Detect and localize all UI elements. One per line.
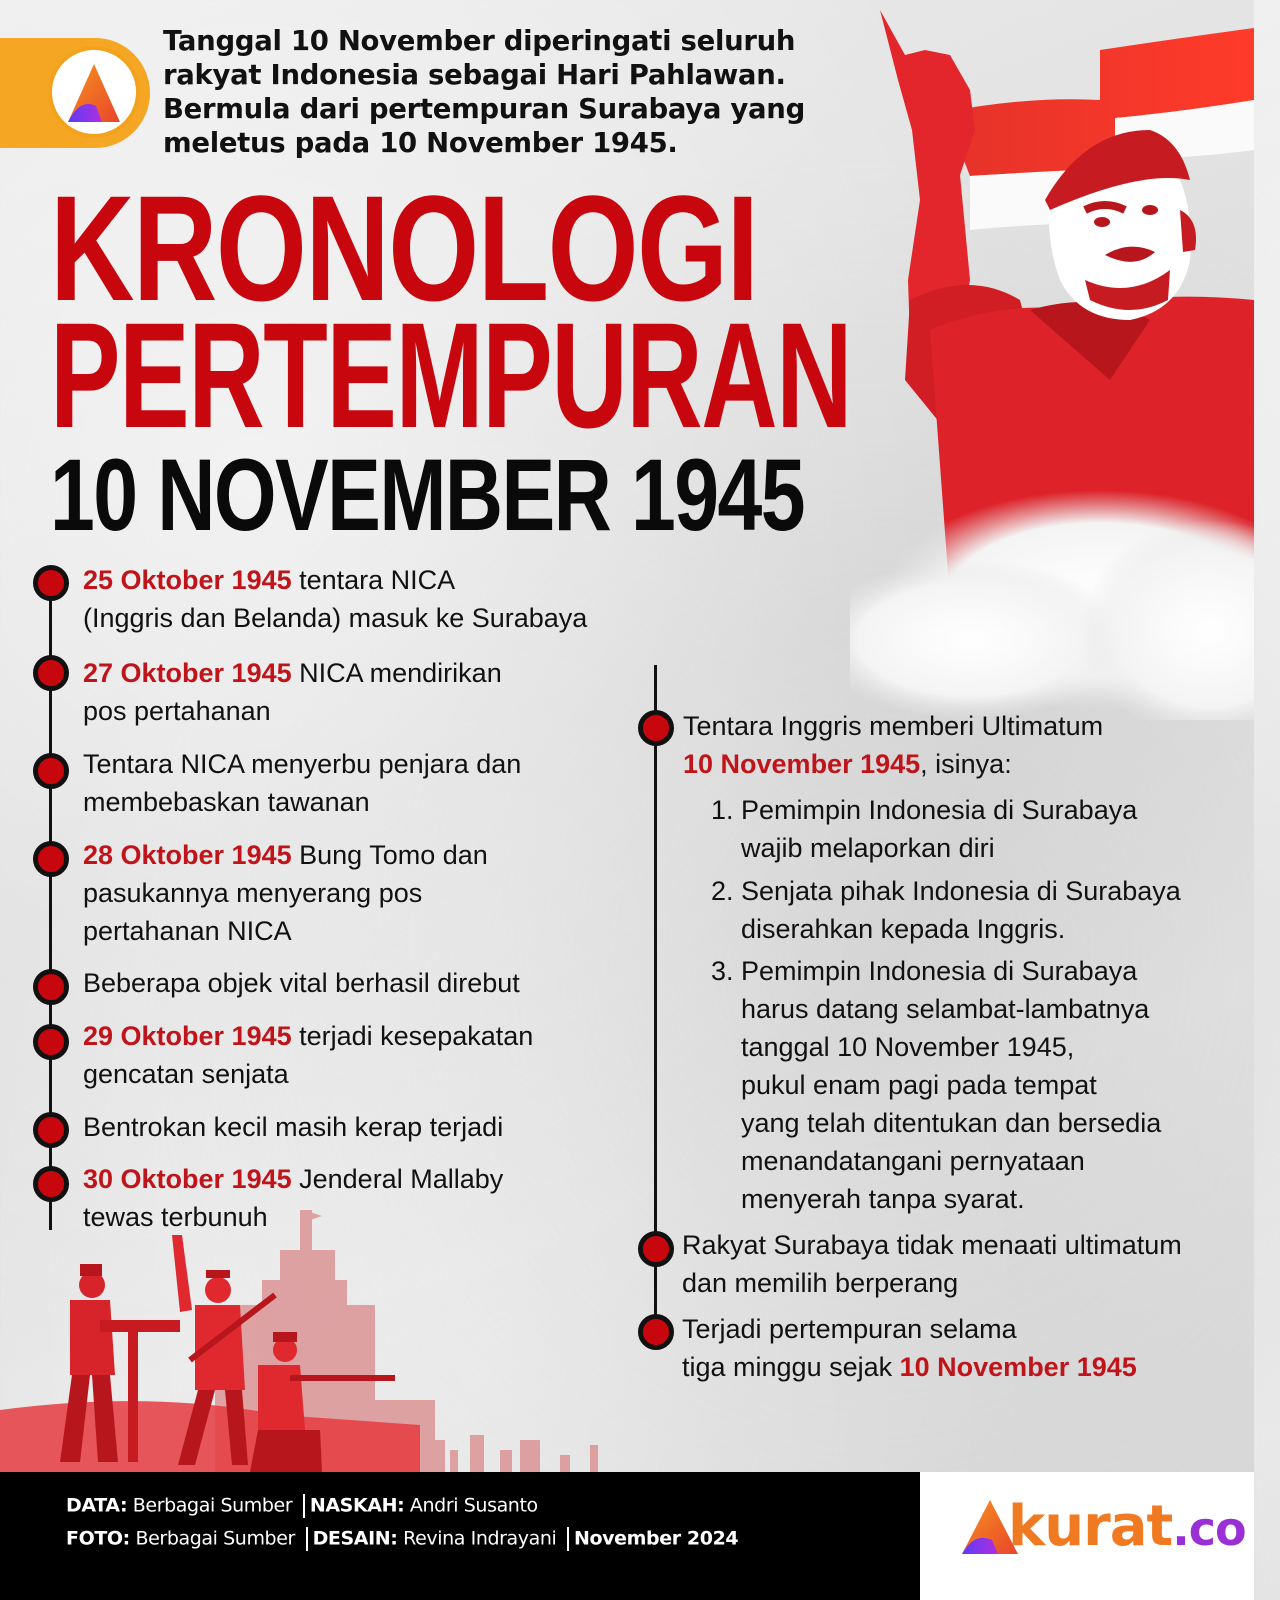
timeline-item-25-oktober: 25 Oktober 1945 tentara NICA (Inggris dan Belanda) masuk ke Surabaya xyxy=(83,565,588,633)
timeline-item-30-oktober: 30 Oktober 1945 Jenderal Mallaby tewas terbunuh xyxy=(83,1164,504,1232)
timeline-dot xyxy=(33,1024,69,1060)
akurat-a-logo-icon xyxy=(66,62,122,124)
separator xyxy=(306,1527,308,1551)
title-date: 10 NOVEMBER 1945 xyxy=(50,438,805,552)
ultimatum-point-1: 1. Pemimpin Indonesia di Surabaya wajib melaporkan diri xyxy=(711,795,1138,863)
title-pertempuran: PERTEMPURAN xyxy=(50,291,852,459)
credit-row-2: FOTO: Berbagai Sumber DESAIN: Revina Indrayani November 2024 xyxy=(66,1527,739,1550)
ultimatum-point-2: 2. Senjata pihak Indonesia di Surabaya diserahkan kepada Inggris. xyxy=(711,876,1181,944)
intro-line: meletus pada 10 November 1945. xyxy=(163,127,678,159)
title-kronologi: KRONOLOGI xyxy=(50,164,758,332)
intro-line: Bermula dari pertempuran Surabaya yang xyxy=(163,93,805,125)
timeline-item-28-oktober: 28 Oktober 1945 Bung Tomo dan pasukannya menyerang pos pertahanan NICA xyxy=(83,840,488,946)
akurat-logo[interactable] xyxy=(920,1472,1254,1600)
logo-wordmark: kurat.co xyxy=(1008,1494,1246,1559)
bung-tomo-flag-illustration xyxy=(850,0,1254,720)
timeline-item-battle: Terjadi pertempuran selama tiga minggu sejak 10 November 1945 xyxy=(682,1314,1137,1382)
soldiers-tower-illustration xyxy=(0,1200,700,1472)
timeline-item-refusal: Rakyat Surabaya tidak menaati ultimatum dan memilih berperang xyxy=(682,1230,1182,1298)
akurat-logo-badge xyxy=(48,46,140,138)
timeline-item-objek-vital: Beberapa objek vital berhasil direbut xyxy=(83,968,520,998)
battle-illustration xyxy=(0,1200,700,1472)
hero-illustration xyxy=(850,0,1254,720)
timeline-item-penjara: Tentara NICA menyerbu penjara dan membebaskan tawanan xyxy=(83,749,522,817)
footer-credits xyxy=(0,1472,920,1600)
timeline-item-ultimatum: Tentara Inggris memberi Ultimatum 10 November 1945, isinya: xyxy=(683,711,1104,779)
timeline-dot xyxy=(33,655,69,691)
separator xyxy=(567,1527,569,1551)
intro-line: Tanggal 10 November diperingati seluruh xyxy=(163,25,796,57)
ultimatum-point-3: 3. Pemimpin Indonesia di Surabaya harus datang selambat-lambatnya tanggal 10 November 1945, pukul enam pagi pada tempat yang telah ditentukan dan bersedia menandatangani pernyataan menyerah tanpa syarat. xyxy=(711,956,1162,1214)
timeline-item-bentrokan: Bentrokan kecil masih kerap terjadi xyxy=(83,1112,504,1142)
intro-text xyxy=(163,24,843,160)
intro-line: rakyat Indonesia sebagai Hari Pahlawan. xyxy=(163,59,786,91)
timeline-dot xyxy=(33,753,69,789)
timeline-dot xyxy=(638,710,674,746)
timeline-dot xyxy=(33,841,69,877)
timeline-item-29-oktober: 29 Oktober 1945 terjadi kesepakatan gencatan senjata xyxy=(83,1021,534,1089)
credit-row-1: DATA: Berbagai Sumber NASKAH: Andri Susanto xyxy=(66,1494,538,1517)
timeline-dot xyxy=(33,1112,69,1148)
timeline-dot xyxy=(33,1166,69,1202)
timeline-item-27-oktober: 27 Oktober 1945 NICA mendirikan pos pertahanan xyxy=(83,658,502,726)
timeline-dot xyxy=(33,565,69,601)
separator xyxy=(303,1494,305,1518)
timeline-dot xyxy=(33,969,69,1005)
